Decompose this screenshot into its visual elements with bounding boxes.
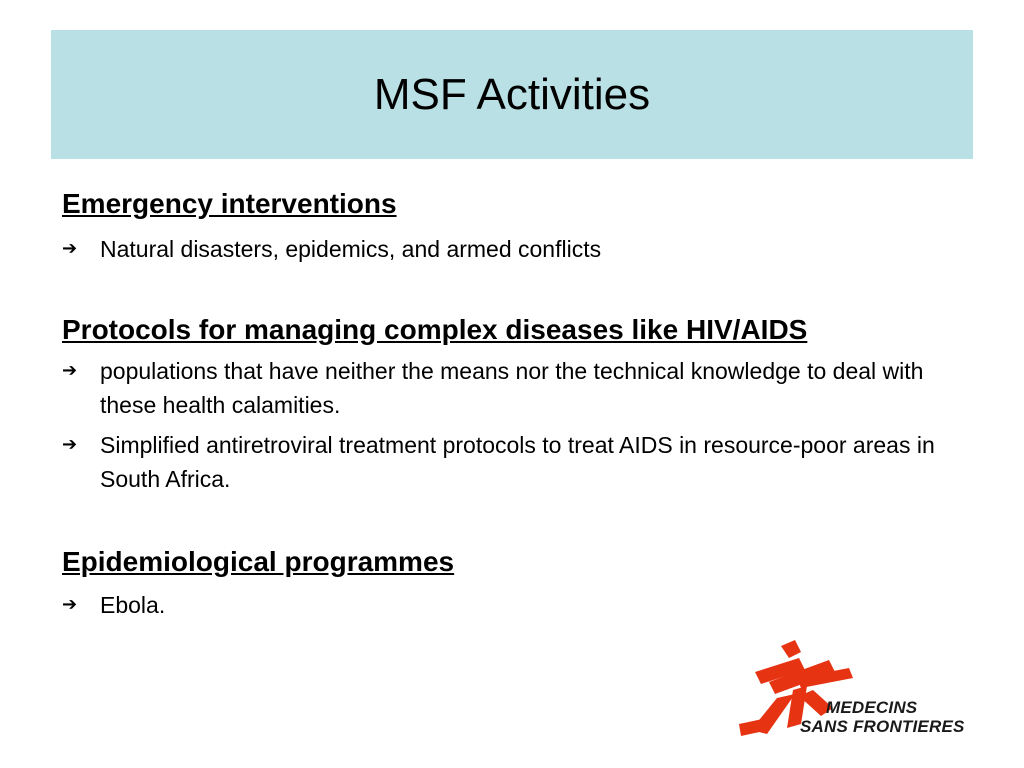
- section-epidemiological: [62, 544, 942, 622]
- right-arrow-icon: ➔: [62, 238, 78, 259]
- list-item: [62, 232, 942, 266]
- section-heading: Epidemiological programmes: [62, 546, 455, 577]
- slide-content: [62, 186, 942, 622]
- bullet-list: [62, 588, 942, 622]
- bullet-text: Natural disasters, epidemics, and armed conflicts: [100, 236, 602, 262]
- section-heading: Emergency interventions: [62, 188, 397, 219]
- bullet-list: [62, 354, 942, 496]
- slide-title: MSF Activities: [373, 69, 651, 119]
- right-arrow-icon: ➔: [62, 434, 78, 455]
- msf-logo-text: [800, 698, 965, 736]
- logo-line-2: SANS FRONTIERES: [800, 717, 965, 736]
- right-arrow-icon: ➔: [62, 360, 78, 381]
- section-protocols: [62, 312, 942, 496]
- bullet-text: Ebola.: [100, 592, 166, 618]
- section-heading: Protocols for managing complex diseases like HIV/AIDS: [62, 314, 808, 345]
- right-arrow-icon: ➔: [62, 594, 78, 615]
- bullet-text: populations that have neither the means nor the technical knowledge to deal with these health calamities.: [100, 358, 924, 418]
- bullet-list: [62, 232, 942, 266]
- list-item: [62, 428, 942, 496]
- logo-line-1: MEDECINS: [826, 698, 918, 717]
- bullet-text: Simplified antiretroviral treatment protocols to treat AIDS in resource-poor areas in South Africa.: [100, 432, 935, 492]
- section-emergency: [62, 186, 942, 266]
- title-band: [51, 30, 973, 159]
- list-item: [62, 354, 942, 422]
- list-item: [62, 588, 942, 622]
